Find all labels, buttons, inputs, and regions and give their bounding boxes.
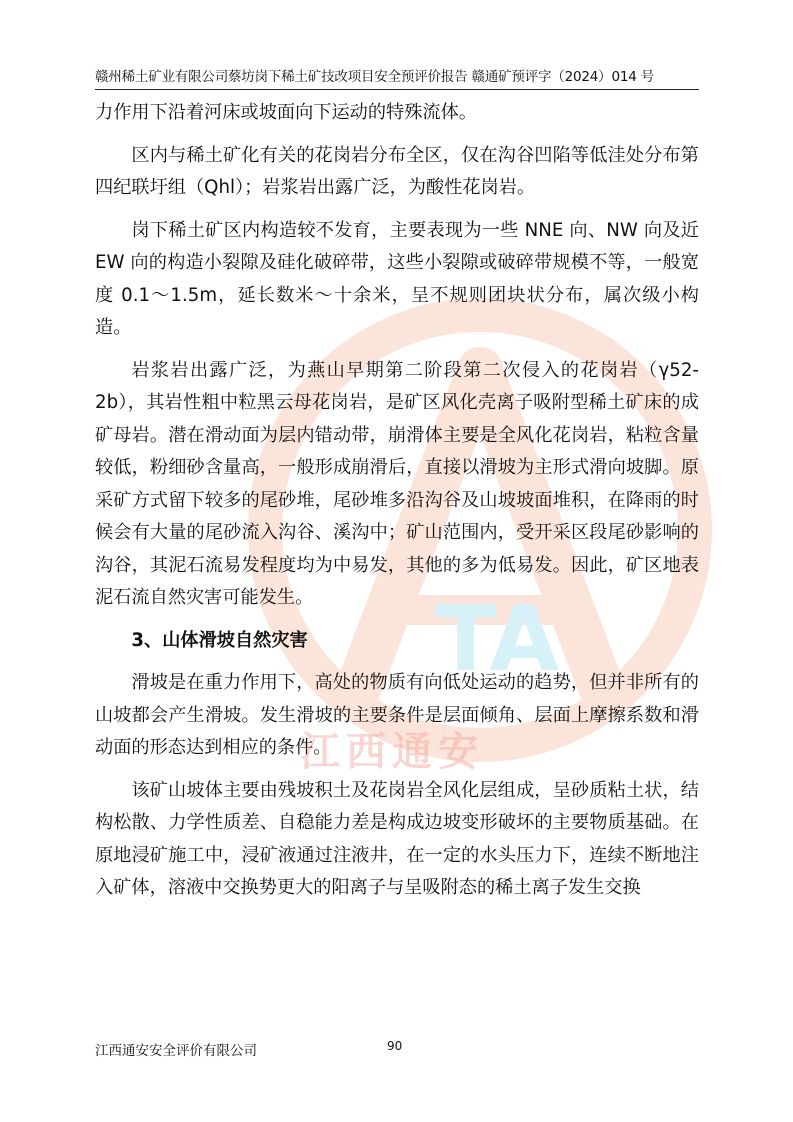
paragraph: 岗下稀土矿区内构造较不发育，主要表现为一些 NNE 向、NW 向及近 EW 向的构造小裂隙及硅化破碎带，这些小裂隙或破碎带规模不等，一般宽度 0.1～1.5m，延长数米～十余米，呈不规则团块状分布，属次级小构造。	[95, 219, 699, 338]
body-content	[95, 97, 699, 915]
page-number: 90	[387, 1039, 403, 1053]
page-header: 赣州稀土矿业有限公司蔡坊岗下稀土矿技改项目安全预评价报告 赣通矿预评字（2024）014 号	[95, 68, 699, 90]
paragraph: 力作用下沿着河床或坡面向下运动的特殊流体。	[95, 102, 477, 123]
paragraph: 滑坡是在重力作用下，高处的物质有向低处运动的趋势，但并非所有的山坡都会产生滑坡。发生滑坡的主要条件是层面倾角、层面上摩擦系数和滑动面的形态达到相应的条件。	[95, 672, 699, 758]
watermark-text: 江西通安	[300, 729, 484, 775]
paragraph: 区内与稀土矿化有关的花岗岩分布全区，仅在沟谷凹陷等低洼处分布第四纪联圩组（Qhl）；岩浆岩出露广泛，为酸性花岗岩。	[95, 144, 699, 198]
paragraph: 岩浆岩出露广泛，为燕山早期第二阶段第二次侵入的花岗岩（γ52-2b），其岩性粗中粒黑云母花岗岩，是矿区风化壳离子吸附型稀土矿床的成矿母岩。潜在滑动面为层内错动带，崩滑体主要是全风化花岗岩，粘粒含量较低，粉细砂含量高，一般形成崩滑后，直接以滑坡为主形式滑向坡脚。原采矿方式留下较多的尾砂堆，尾砂堆多沿沟谷及山坡坡面堆积，在降雨的时候会有大量的尾砂流入沟谷、溪沟中；矿山范围内，受开采区段尾砂影响的沟谷，其泥石流易发程度均为中易发，其他的多为低易发。因此，矿区地表泥石流自然灾害可能发生。	[95, 359, 699, 608]
svg-text:TA: TA	[435, 587, 560, 692]
footer-company: 江西通安安全评价有限公司	[95, 1043, 257, 1059]
paragraph: 该矿山坡体主要由残坡积土及花岗岩全风化层组成，呈砂质粘土状，结构松散、力学性质差、自稳能力差是构成边坡变形破坏的主要物质基础。在原地浸矿施工中，浸矿液通过注液井，在一定的水头压力下，连续不断地注入矿体，溶液中交换势更大的阳离子与呈吸附态的稀土离子发生交换	[95, 779, 699, 898]
section-heading: 3、山体滑坡自然灾害	[131, 629, 308, 651]
